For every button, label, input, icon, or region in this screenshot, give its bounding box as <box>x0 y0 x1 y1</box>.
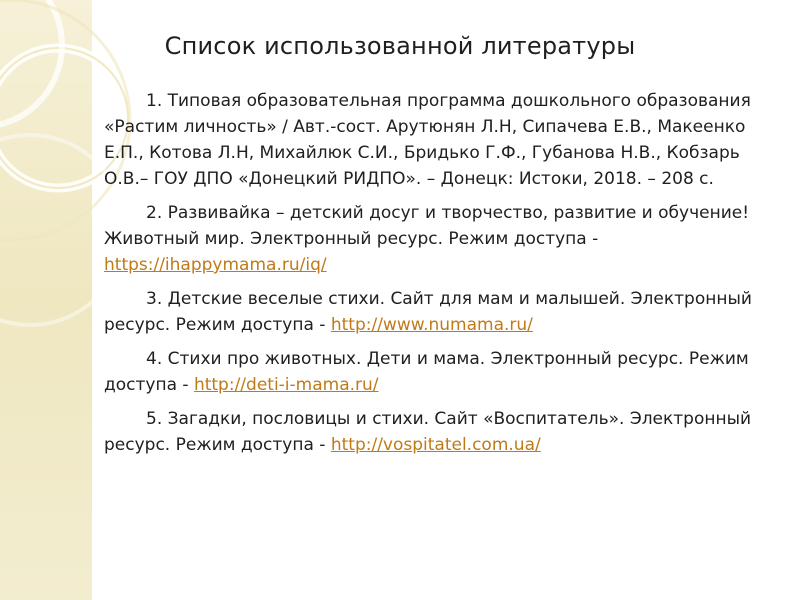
reference-item <box>104 200 764 278</box>
reference-text: 1. Типовая образовательная программа дошкольного образования «Растим личность» / Авт.-сост. Арутюнян Л.Н, Сипачева Е.В., Макеенко Е.П., Котова Л.Н, Михайлюк С.И., Бридько Г.Ф., Губанова Н.В., Кобзарь О.В.– ГОУ ДПО «Донецкий РИДПО». – Донецк: Истоки, 2018. – 208 с. <box>104 91 751 189</box>
reference-list <box>104 88 764 466</box>
reference-item <box>104 406 764 458</box>
reference-item <box>104 346 764 398</box>
reference-item <box>104 88 764 192</box>
reference-text: 5. Загадки, пословицы и стихи. Сайт «Воспитатель». Электронный ресурс. Режим доступа - <box>104 409 752 455</box>
reference-link[interactable]: http://www.numama.ru/ <box>330 315 533 335</box>
page-title: Список использованной литературы <box>164 32 636 60</box>
reference-link[interactable]: http://deti-i-mama.ru/ <box>193 375 379 395</box>
reference-link[interactable]: https://ihappymama.ru/iq/ <box>104 255 327 275</box>
reference-text: 3. Детские веселые стихи. Сайт для мам и малышей. Электронный ресурс. Режим доступа - <box>104 289 752 335</box>
reference-link[interactable]: http://vospitatel.com.ua/ <box>330 435 541 455</box>
reference-text: 4. Стихи про животных. Дети и мама. Электронный ресурс. Режим доступа - <box>104 349 749 395</box>
reference-item <box>104 286 764 338</box>
reference-text: 2. Развивайка – детский досуг и творчество, развитие и обучение! Животный мир. Электронный ресурс. Режим доступа - <box>104 203 750 249</box>
